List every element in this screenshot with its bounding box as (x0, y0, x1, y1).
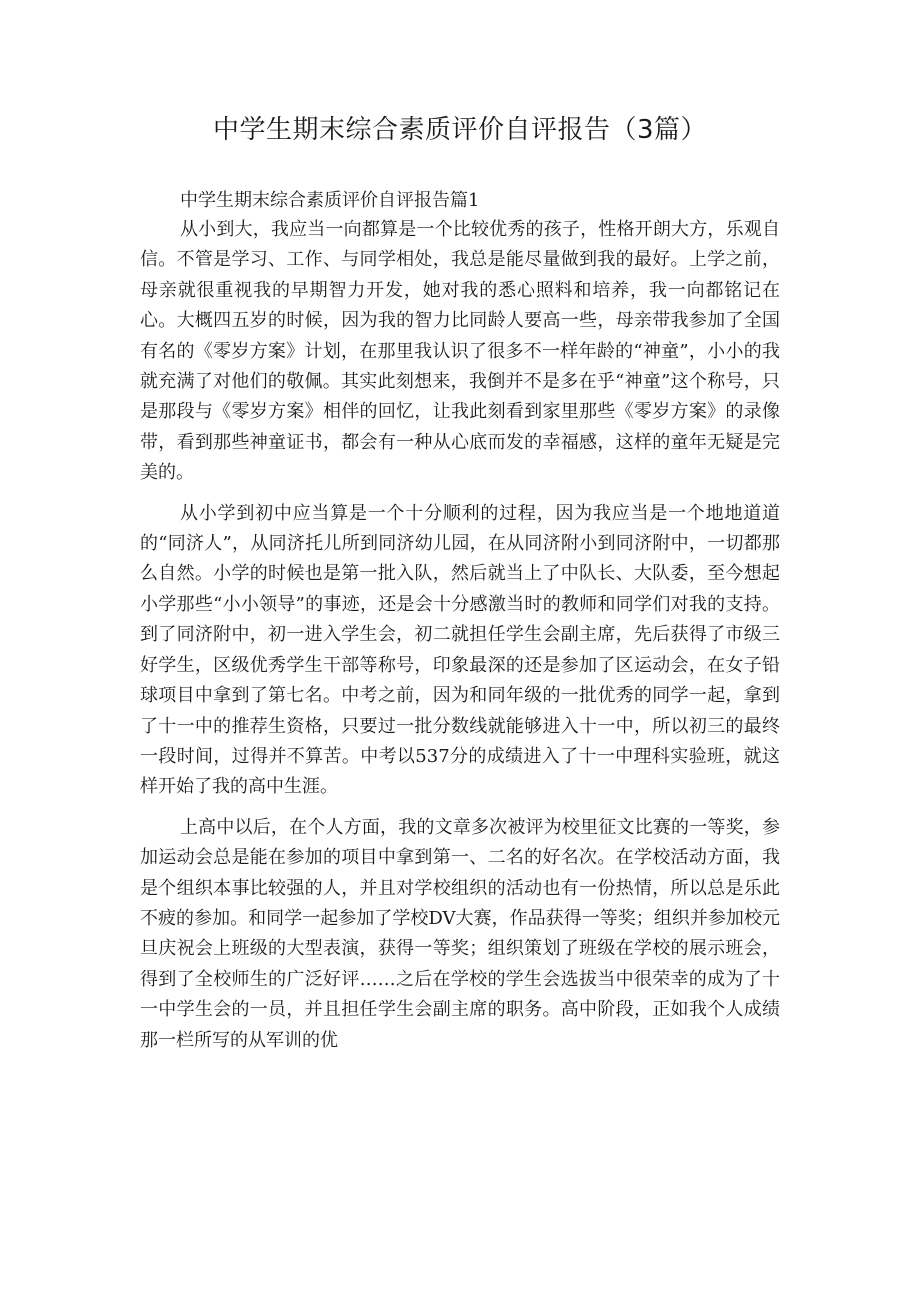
paragraph-1: 从小到大，我应当一向都算是一个比较优秀的孩子，性格开朗大方，乐观自信。不管是学习、工作、与同学相处，我总是能尽量做到我的最好。上学之前，母亲就很重视我的早期智力开发，她对我的悉心照料和培养，我一向都铭记在心。大概四五岁的时候，因为我的智力比同龄人要高一些，母亲带我参加了全国有名的《零岁方案》计划，在那里我认识了很多不一样年龄的“神童”，小小的我就充满了对他们的敬佩。其实此刻想来，我倒并不是多在乎“神童”这个称号，只是那段与《零岁方案》相伴的回忆，让我此刻看到家里那些《零岁方案》的录像带，看到那些神童证书，都会有一种从心底而发的幸福感，这样的童年无疑是完美的。 (140, 219, 780, 484)
document-title: 中学生期末综合素质评价自评报告（3篇） (212, 115, 708, 145)
paragraph-2: 从小学到初中应当算是一个十分顺利的过程，因为我应当是一个地地道道的“同济人”，从同济托儿所到同济幼儿园，在从同济附小到同济附中，一切都那么自然。小学的时候也是第一批入队，然后就当上了中队长、大队委，至今想起小学那些“小小领导”的事迹，还是会十分感激当时的教师和同学们对我的支持。到了同济附中，初一进入学生会，初二就担任学生会副主席，先后获得了市级三好学生，区级优秀学生干部等称号，印象最深的还是参加了区运动会，在女子铅球项目中拿到了第七名。中考之前，因为和同年级的一批优秀的同学一起，拿到了十一中的推荐生资格，只要过一批分数线就能够进入十一中，所以初三的最终一段时间，过得并不算苦。中考以537分的成绩进入了十一中理科实验班，就这样开始了我的高中生涯。 (140, 502, 780, 798)
paragraph-3: 上高中以后，在个人方面，我的文章多次被评为校里征文比赛的一等奖，参加运动会总是能在参加的项目中拿到第一、二名的好名次。在学校活动方面，我是个组织本事比较强的人，并且对学校组织的活动也有一份热情，所以总是乐此不疲的参加。和同学一起参加了学校DV大赛，作品获得一等奖；组织并参加校元旦庆祝会上班级的大型表演，获得一等奖；组织策划了班级在学校的展示班会，得到了全校师生的广泛好评……之后在学校的学生会选拔当中很荣幸的成为了十一中学生会的一员，并且担任学生会副主席的职务。高中阶段，正如我个人成绩那一栏所写的从军训的优 (140, 816, 780, 1051)
section-heading: 中学生期末综合素质评价自评报告篇1 (180, 190, 480, 211)
document-body (140, 186, 780, 1056)
